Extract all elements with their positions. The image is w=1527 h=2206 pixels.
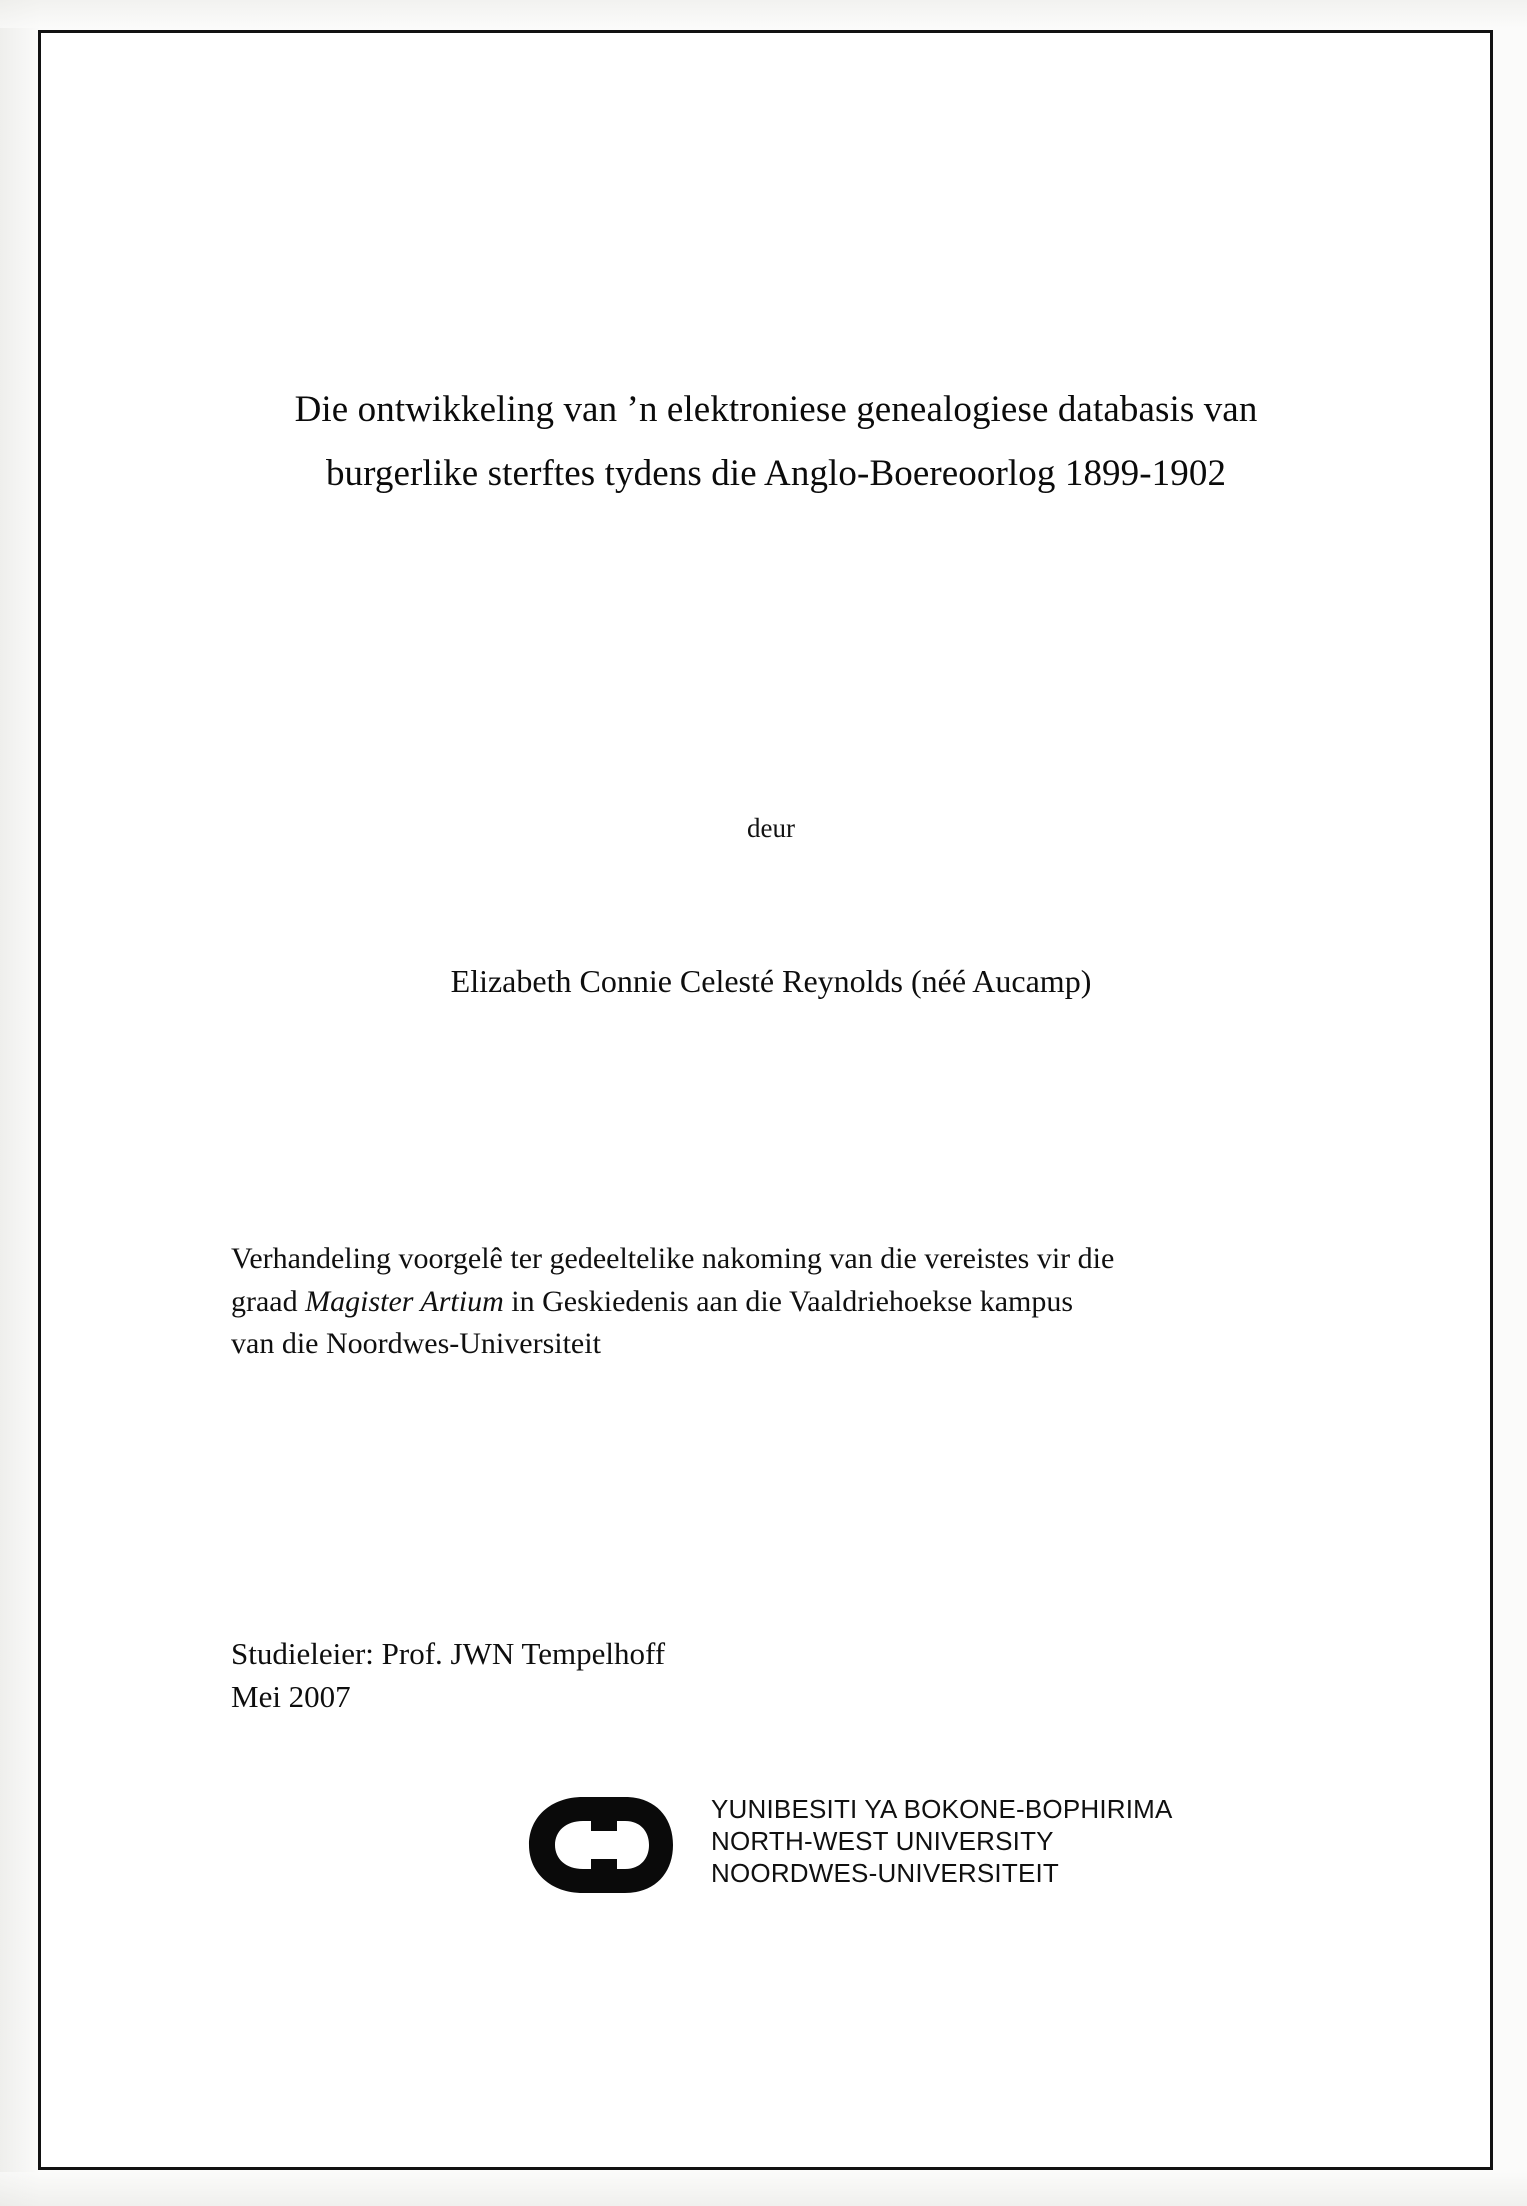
title-line-1: Die ontwikkeling van ’n elektroniese genealogiese databasis van [294,389,1258,430]
nwu-logo-mark-icon [521,1791,696,1899]
by-label: deur [747,813,795,843]
degree-statement-line-2 [231,1281,1311,1324]
page-border-frame [38,30,1493,2170]
author-name: Elizabeth Connie Celesté Reynolds (néé Aucamp) [450,963,1092,999]
degree-statement-line-2-prefix: graad [231,1284,306,1318]
university-logo [521,1788,1241,1918]
degree-statement-line-1: Verhandeling voorgelê ter gedeeltelike nakoming van die vereistes vir die [231,1242,1115,1275]
degree-statement-line-3: van die Noordwes-Universiteit [231,1327,601,1361]
supervisor-name: Studieleier: Prof. JWN Tempelhoff [231,1636,666,1671]
logo-text-line-3: NOORDWES-UNIVERSITEIT [711,1857,1059,1888]
title-line-2: burgerlike sterftes tydens die Anglo-Boereoorlog 1899-1902 [325,452,1227,494]
supervisor-block [231,1633,1131,1719]
submission-date: Mei 2007 [231,1678,351,1714]
page-title [221,378,1331,505]
degree-name-italic: Magister Artium [305,1284,504,1318]
title-page-content [191,33,1351,2167]
degree-statement [231,1238,1311,1366]
degree-statement-line-2-suffix: in Geskiedenis aan die Vaaldriehoekse kampus [503,1284,1074,1318]
logo-text-line-2: NORTH-WEST UNIVERSITY [711,1825,1054,1856]
logo-text-line-1: YUNIBESITI YA BOKONE-BOPHIRIMA [711,1794,1173,1824]
page-edge-shadow-bottom [0,2172,1527,2206]
university-logo-text [711,1794,1173,1890]
page-edge-shadow-top [0,0,1527,28]
page-edge-shadow-left [0,0,40,2206]
